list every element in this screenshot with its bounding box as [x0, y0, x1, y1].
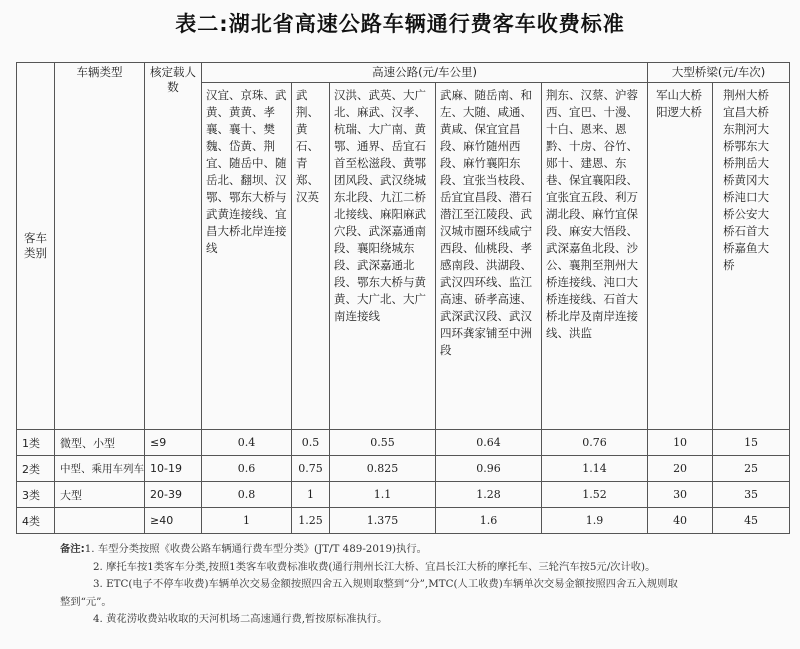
header-class: 客车类别 — [17, 63, 55, 430]
note-2: 2. 摩托车按1类客车分类,按照1类客车收费标准收费(通行荆州长江大桥、宜昌长江大桥的摩托车、三轮汽车按5元/次计收)。 — [93, 560, 656, 573]
note-3: 3. ETC(电子不停车收费)车辆单次交易金额按照四舍五入规则取整到“分”,MTC(人工收费)车辆单次交易金额按照四舍五入规则取 — [93, 578, 678, 591]
table-row: 2类 中型、乘用车列车 10-19 0.6 0.75 0.825 0.96 1.14 20 25 — [17, 456, 790, 482]
page-title: 表二:湖北省高速公路车辆通行费客车收费标准 — [175, 12, 625, 36]
note-4: 4. 黄花涝收费站收取的天河机场二高速通行费,暂按原标准执行。 — [93, 613, 388, 626]
bridge-col-2: 荆州大桥宜昌大桥东荆河大桥鄂东大桥荆岳大桥黄冈大桥沌口大桥公安大桥石首大桥嘉鱼大桥 — [713, 83, 790, 430]
header-type: 车辆类型 — [55, 63, 145, 430]
table-row: 1类 微型、小型 ≤9 0.4 0.5 0.55 0.64 0.76 10 15 — [17, 430, 790, 456]
route-col-3: 汉洪、武英、大广北、麻武、汉孝、杭瑞、大广南、黄鄂、通界、岳宜石首至松滋段、黄鄂团风段、武汉绕城东北段、九江二桥北接线、麻阳麻武穴段、武深嘉通南段、襄阳绕城东段、武深嘉通北段、鄂东大桥与黄黄、大广北、大广南连接线 — [330, 83, 436, 430]
bridge-col-1: 军山大桥阳逻大桥 — [648, 83, 713, 430]
table-row: 3类 大型 20-39 0.8 1 1.1 1.28 1.52 30 35 — [17, 482, 790, 508]
header-highway-group: 高速公路(元/车公里) — [202, 63, 648, 83]
header-bridge-group: 大型桥梁(元/车次) — [648, 63, 790, 83]
route-col-4: 武麻、随岳南、和左、大随、咸通、黄咸、保宜宜昌段、麻竹随州西段、麻竹襄阳东段、宜张当枝段、岳宜宜昌段、潜石潜江至江陵段、武汉城市圈环线咸宁西段、仙桃段、孝感南段、洪湖段、武汉四环线、监江高速、硚孝高速、武深武汉段、武汉四环龚家铺至中洲段 — [436, 83, 542, 430]
notes — [60, 541, 790, 629]
fee-table — [16, 62, 790, 534]
route-col-5: 荆东、汉蔡、沪蓉西、宜巴、十漫、十白、恩来、恩黔、十房、谷竹、郧十、建恩、东巷、保宜襄阳段、宜张宜五段、利万湖北段、麻竹宜保段、麻安大悟段、武深嘉鱼北段、沙公、襄荆至荆州大桥连接线、沌口大桥连接线、石首大桥北岸及南岸连接线、洪监 — [542, 83, 648, 430]
note-1: 1. 车型分类按照《收费公路车辆通行费车型分类》(JT/T 489-2019)执行。 — [84, 543, 427, 555]
route-col-2: 武荆、黄石、青郑、汉英 — [292, 83, 330, 430]
note-3-cont: 整到“元”。 — [60, 595, 112, 608]
table-row: 4类 ≥40 1 1.25 1.375 1.6 1.9 40 45 — [17, 508, 790, 534]
header-seats: 核定载人数 — [145, 63, 202, 430]
notes-label: 备注: — [60, 543, 85, 555]
route-col-1: 汉宜、京珠、武黄、黄黄、孝襄、襄十、樊魏、岱黄、荆宜、随岳中、随岳北、翻坝、汉鄂、鄂东大桥与武黄连接线、宜昌大桥北岸连接线 — [202, 83, 292, 430]
